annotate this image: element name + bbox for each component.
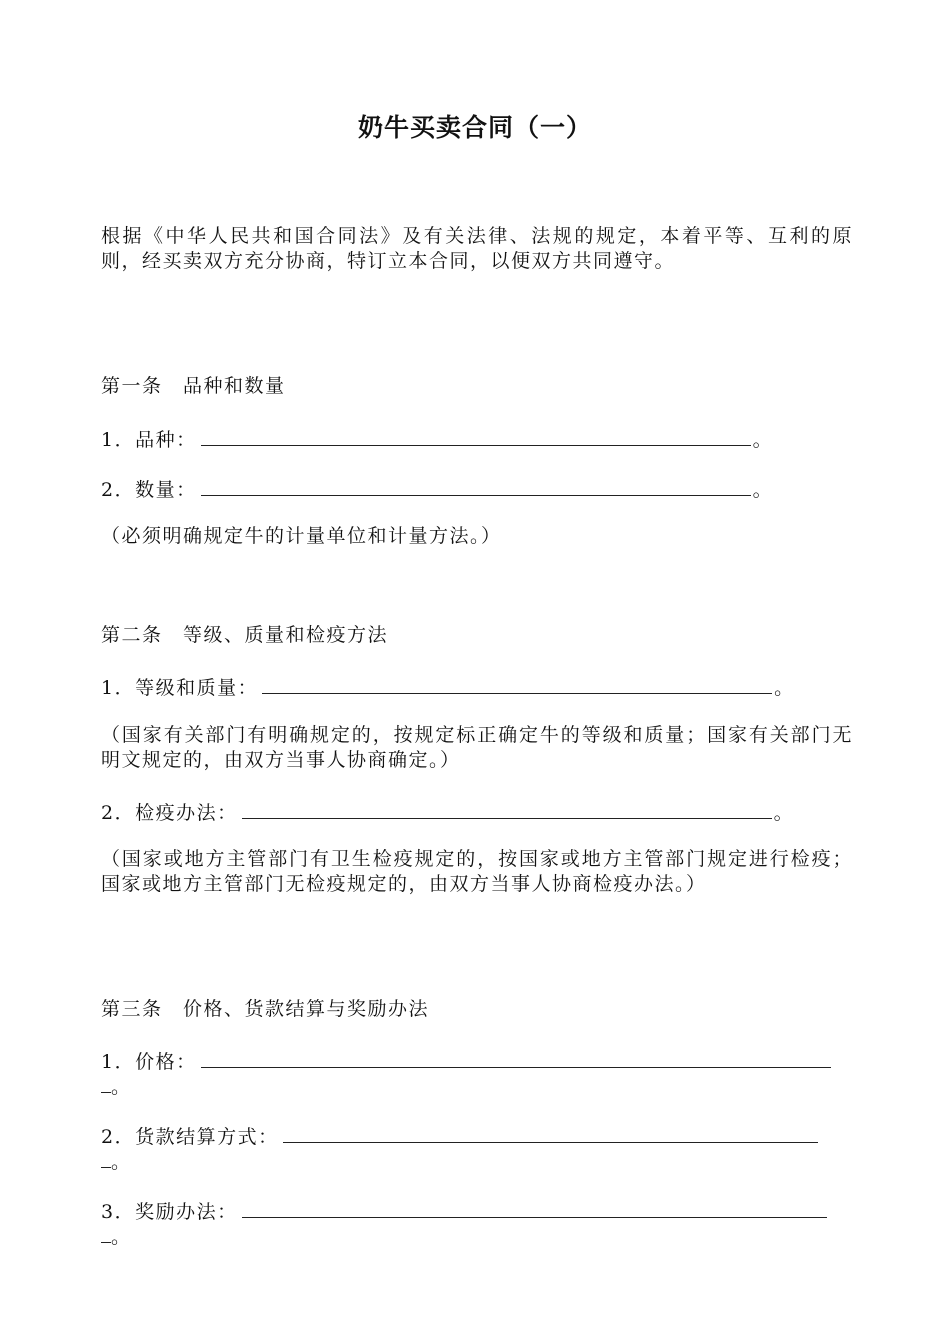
article1-item2 [101, 475, 773, 503]
price-blank-field[interactable] [201, 1047, 831, 1068]
period-mark: 。 [111, 1226, 131, 1248]
period-mark: 。 [752, 479, 774, 501]
reward-method-blank-field[interactable] [242, 1197, 827, 1218]
quarantine-blank-field[interactable] [242, 798, 772, 819]
article3-item1-continuation [101, 1072, 130, 1100]
article3-item3 [101, 1197, 827, 1225]
article1-item2-label: 2．数量： [101, 479, 197, 501]
article3-item2 [101, 1122, 818, 1150]
period-mark: 。 [111, 1151, 131, 1173]
article2-item1 [101, 673, 795, 701]
article3-item3-label: 3．奖励办法： [101, 1201, 238, 1223]
period-mark: 。 [752, 429, 774, 451]
article2-note1: （国家有关部门有明确规定的，按规定标正确定牛的等级和质量；国家有关部门无明文规定的，由双方当事人协商确定。） [101, 724, 853, 771]
article1-item1 [101, 425, 773, 453]
article2-item2-label: 2．检疫办法： [101, 802, 238, 824]
reward-blank-continuation[interactable] [101, 1222, 111, 1243]
article3-item1 [101, 1047, 831, 1075]
quantity-blank-field[interactable] [201, 475, 751, 496]
period-mark: 。 [111, 1076, 131, 1098]
article2-item1-label: 1．等级和质量： [101, 677, 259, 699]
payment-method-blank-field[interactable] [283, 1122, 818, 1143]
document-title: 奶牛买卖合同（一） [357, 113, 592, 142]
article2-heading: 第二条 等级、质量和检疫方法 [101, 624, 389, 646]
preamble-paragraph: 根据《中华人民共和国合同法》及有关法律、法规的规定，本着平等、互利的原则，经买卖双方充分协商，特订立本合同，以便双方共同遵守。 [101, 225, 853, 272]
article2-note2: （国家或地方主管部门有卫生检疫规定的，按国家或地方主管部门规定进行检疫；国家或地方主管部门无检疫规定的，由双方当事人协商检疫办法。） [101, 848, 853, 895]
article2-item2 [101, 798, 794, 826]
payment-blank-continuation[interactable] [101, 1147, 111, 1168]
article3-item2-continuation [101, 1147, 130, 1175]
grade-quality-blank-field[interactable] [262, 673, 772, 694]
article3-item3-continuation [101, 1222, 130, 1250]
article3-item1-label: 1．价格： [101, 1051, 197, 1073]
article3-item2-label: 2．货款结算方式： [101, 1126, 279, 1148]
period-mark: 。 [773, 802, 795, 824]
article1-heading: 第一条 品种和数量 [101, 375, 286, 397]
period-mark: 。 [774, 677, 795, 699]
article1-note: （必须明确规定牛的计量单位和计量方法。） [101, 525, 502, 547]
article1-item1-label: 1．品种： [101, 429, 197, 451]
variety-blank-field[interactable] [201, 425, 751, 446]
article3-heading: 第三条 价格、货款结算与奖励办法 [101, 998, 430, 1020]
price-blank-continuation[interactable] [101, 1072, 111, 1093]
